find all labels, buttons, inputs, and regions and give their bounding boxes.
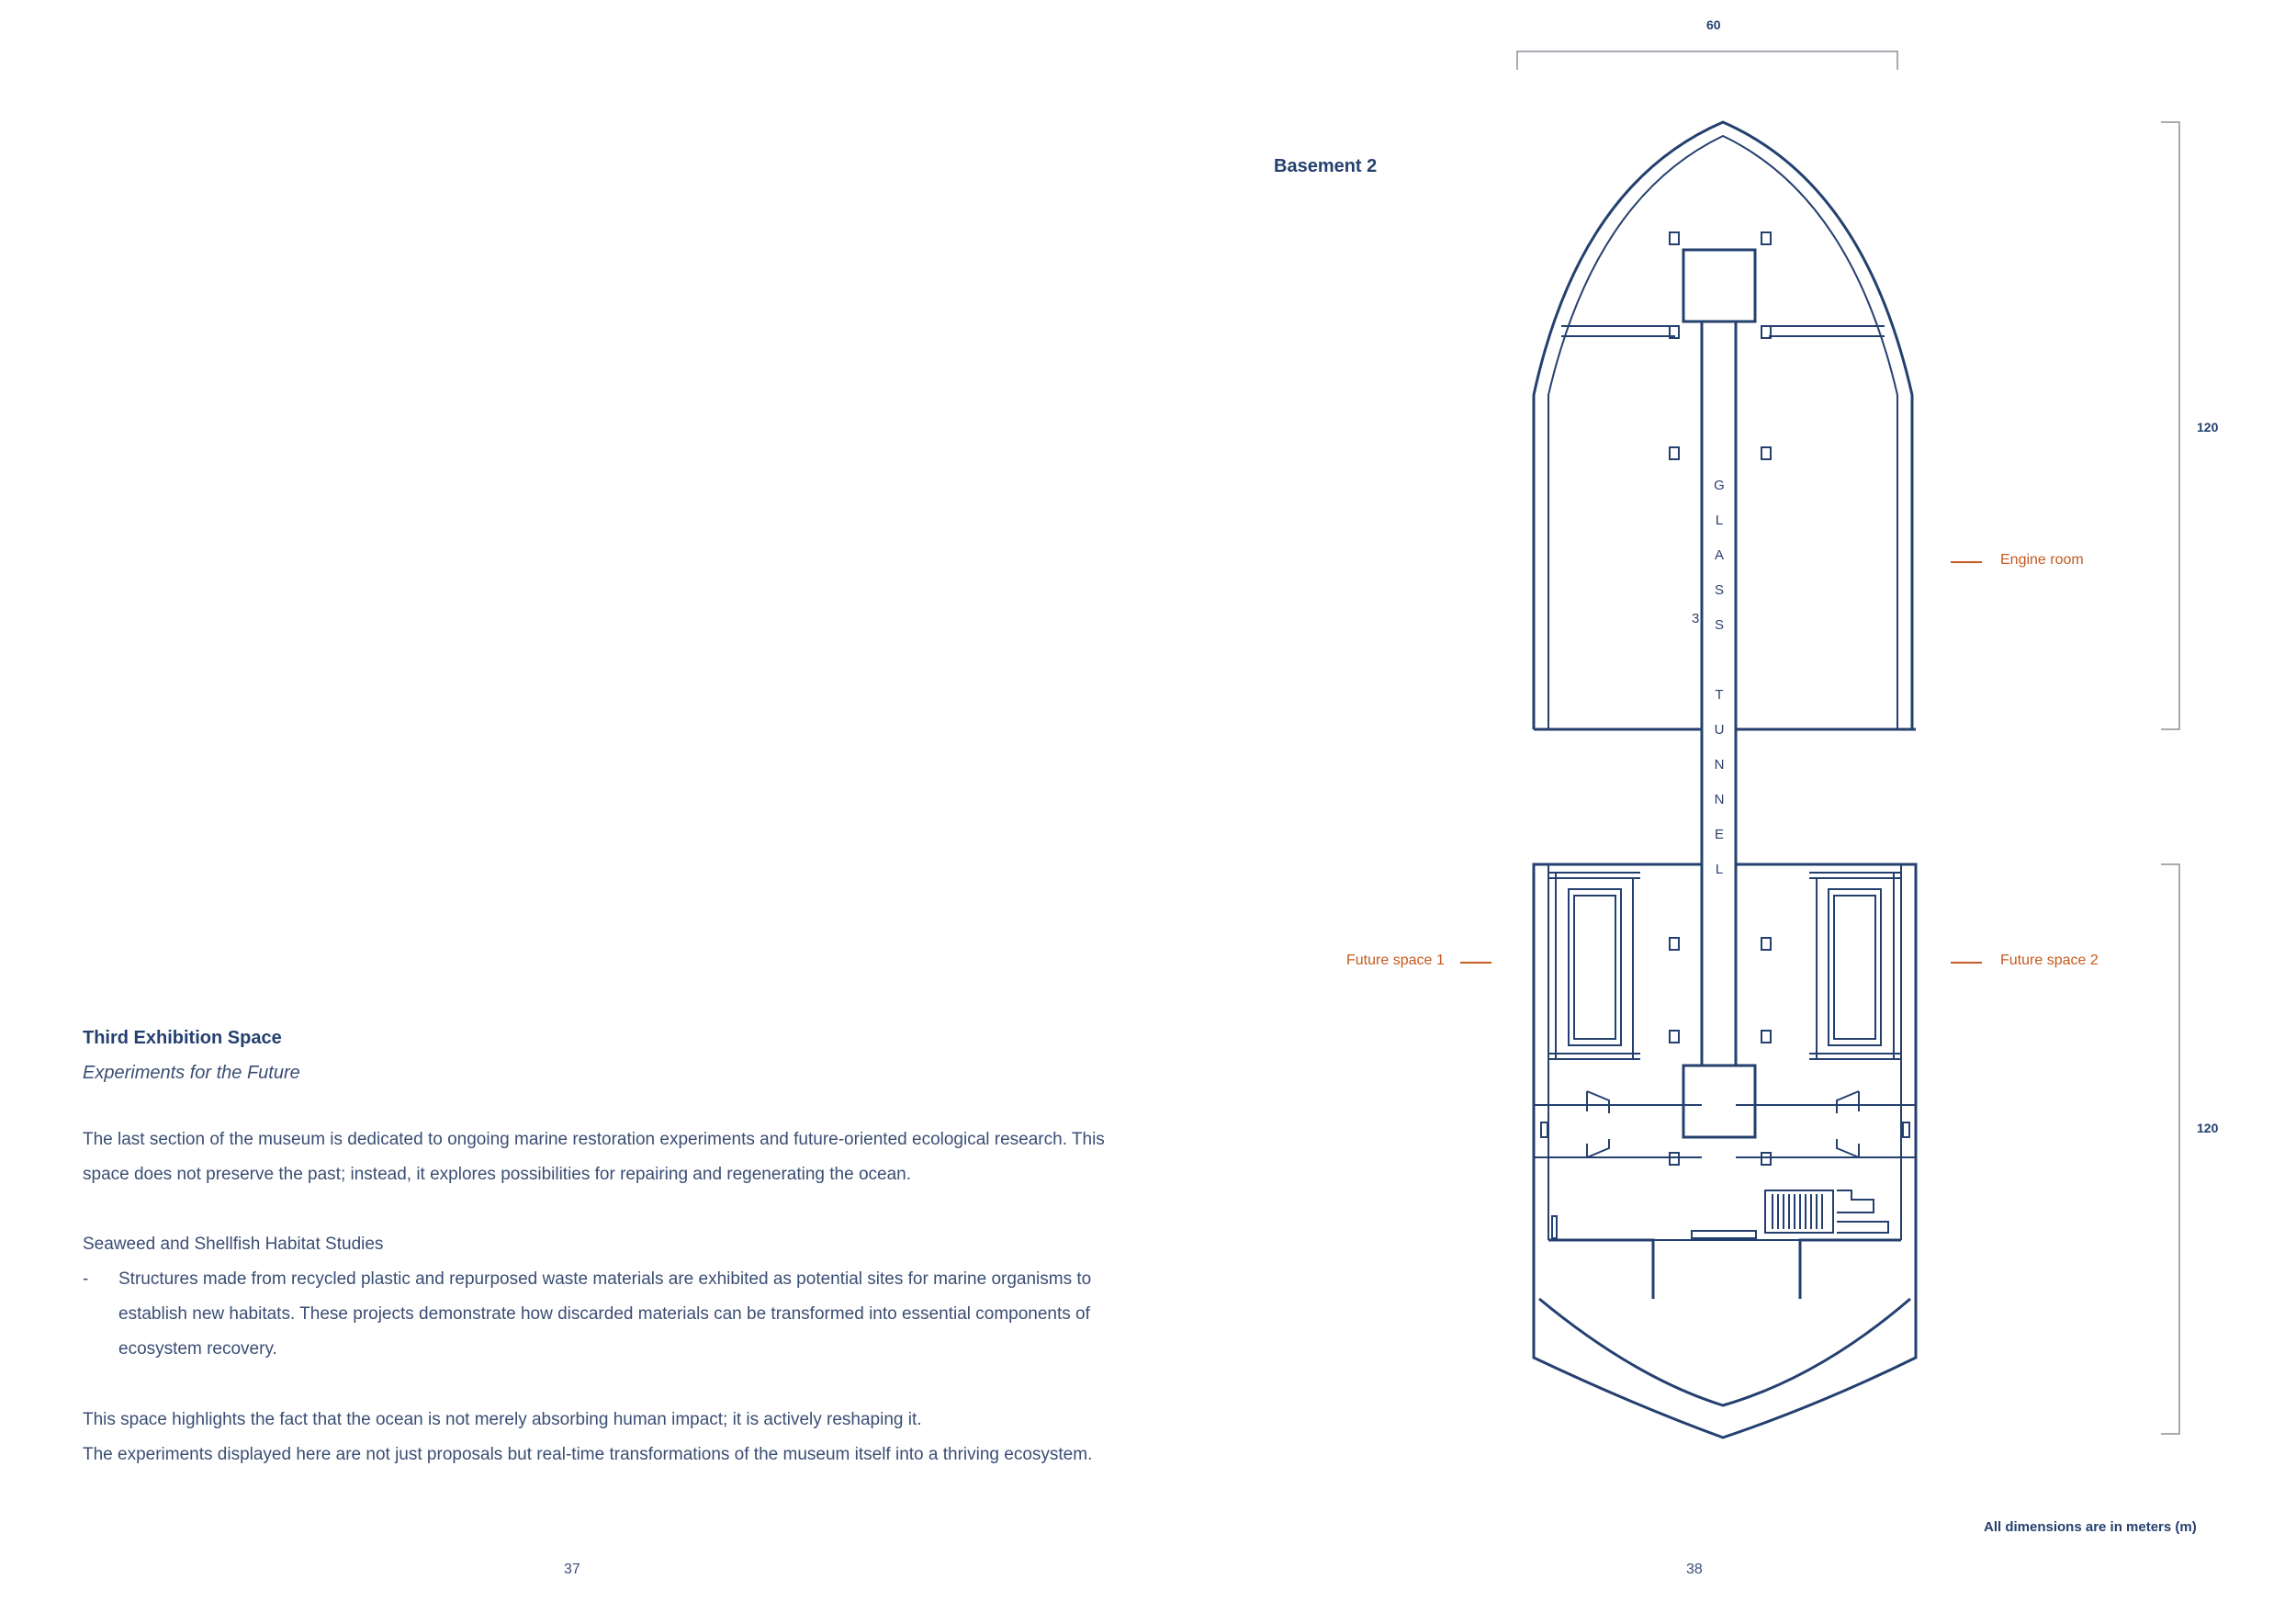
dimension-upper-length-label: 120 xyxy=(2197,420,2219,434)
stern-bottom-rooms xyxy=(1548,1240,1901,1299)
tunnel-letter: S xyxy=(1714,617,1724,633)
column xyxy=(1670,232,1679,244)
future-space-2-core xyxy=(1834,896,1875,1039)
top-dimension-line xyxy=(1517,51,1897,70)
section-title: Third Exhibition Space xyxy=(83,1028,282,1048)
right-dimension-line-lower xyxy=(2161,864,2179,1434)
right-dimension-line-upper xyxy=(2161,122,2179,729)
column xyxy=(1761,938,1771,950)
column xyxy=(1670,1031,1679,1043)
column xyxy=(1670,938,1679,950)
column xyxy=(1761,232,1771,244)
right-doors xyxy=(1837,1091,1859,1157)
stern-inner-wall xyxy=(1548,864,1901,1240)
bullet-dash: - xyxy=(83,1269,89,1289)
column xyxy=(1761,447,1771,459)
future-space-2-frame xyxy=(1809,873,1901,1059)
bow-beam-left xyxy=(1561,326,1675,336)
stern-inner-curve xyxy=(1539,1299,1910,1405)
future-space-1-label: Future space 1 xyxy=(1346,953,1445,968)
future-space-1-core xyxy=(1574,896,1615,1039)
dimension-lower-length-label: 120 xyxy=(2197,1121,2219,1135)
door xyxy=(1903,1122,1909,1137)
habitat-heading: Seaweed and Shellfish Habitat Studies xyxy=(83,1235,384,1254)
bench xyxy=(1692,1231,1756,1238)
engine-room-leader xyxy=(1951,561,1982,563)
tunnel-letter: N xyxy=(1714,757,1725,773)
column xyxy=(1670,447,1679,459)
future-space-1-inner xyxy=(1569,889,1621,1045)
tunnel-top-box xyxy=(1683,250,1755,321)
tunnel-letter: L xyxy=(1715,862,1724,877)
tunnel-letter: T xyxy=(1715,687,1724,703)
column xyxy=(1761,1031,1771,1043)
tunnel-letter: S xyxy=(1714,582,1724,598)
stair-landing xyxy=(1837,1190,1888,1233)
future-space-2-inner xyxy=(1829,889,1881,1045)
habitat-bullet: Structures made from recycled plastic and repurposed waste materials are exhibited as potential sites for marine organisms to establish new habitats. These projects demonstrate how discarded materials can be transformed into essential components of ecosystem recovery. xyxy=(118,1269,1092,1359)
bow-outer-hull xyxy=(1534,122,1912,729)
tunnel-letter: L xyxy=(1715,513,1724,528)
future-space-2-leader xyxy=(1951,962,1982,964)
future-space-1-frame xyxy=(1548,873,1640,1059)
bow-beam-right xyxy=(1769,326,1885,336)
tunnel-letter: E xyxy=(1714,827,1724,842)
dimension-note: All dimensions are in meters (m) xyxy=(1984,1519,2197,1535)
door xyxy=(1541,1122,1548,1137)
closing-line-1: This space highlights the fact that the ocean is not merely absorbing human impact; it is actively reshaping it. xyxy=(83,1410,922,1429)
left-doors xyxy=(1587,1091,1609,1157)
page-number-left: 37 xyxy=(564,1562,580,1577)
tunnel-letter: G xyxy=(1714,478,1725,493)
column xyxy=(1761,1153,1771,1165)
page-number-right: 38 xyxy=(1686,1562,1703,1577)
tunnel-bottom-box xyxy=(1683,1066,1755,1137)
wall-post xyxy=(1552,1216,1557,1238)
future-space-1-leader xyxy=(1460,962,1491,964)
stair-treads xyxy=(1773,1194,1822,1229)
tunnel-letter: U xyxy=(1714,722,1725,738)
future-space-2-label: Future space 2 xyxy=(2000,953,2099,968)
column xyxy=(1670,1153,1679,1165)
section-subtitle: Experiments for the Future xyxy=(83,1063,300,1083)
dimension-width-label: 60 xyxy=(1706,17,1721,32)
stray-mark: 3 xyxy=(1692,611,1700,626)
tunnel-letter: N xyxy=(1714,792,1725,807)
closing-line-2: The experiments displayed here are not just proposals but real-time transformations of the museum itself into a thriving ecosystem. xyxy=(83,1445,1093,1464)
intro-paragraph: The last section of the museum is dedicated to ongoing marine restoration experiments and future-oriented ecological research. This space does not preserve the past; instead, it explores possibilities for repairing and regenerating the ocean. xyxy=(83,1130,1105,1184)
engine-room-label: Engine room xyxy=(2000,552,2084,568)
tunnel-letter: A xyxy=(1714,547,1724,563)
plan-title: Basement 2 xyxy=(1274,156,1378,176)
